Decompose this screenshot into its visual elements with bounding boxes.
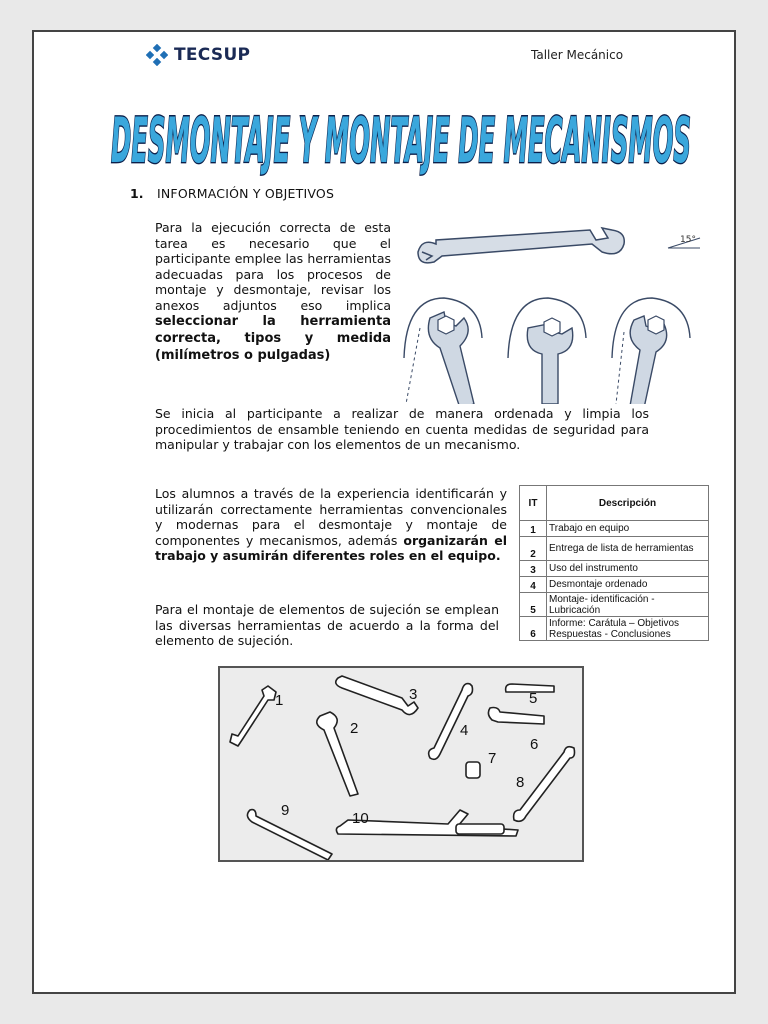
paragraph-objectives-bold: organizarán el trabajo y asumirán diferentes roles en el equipo. (155, 532, 507, 563)
logo-text: TECSUP (174, 45, 251, 65)
document-title (106, 94, 696, 178)
table-cell-it: 6 (520, 617, 547, 641)
table-cell-it: 5 (520, 593, 547, 617)
tool-label: 6 (530, 736, 539, 753)
paragraph-fasteners: Para el montaje de elementos de sujeción se emplean las diversas herramientas de acuerdo a la forma del elemento de sujeción. (155, 602, 499, 648)
wrench-angle-label: 15° (680, 235, 696, 245)
tool-label: 10 (352, 810, 369, 827)
table-cell-it: 3 (520, 561, 547, 577)
paragraph-intro (155, 220, 391, 364)
section-title: INFORMACIÓN Y OBJETIVOS (157, 186, 335, 201)
tool-label: 7 (488, 750, 497, 767)
table-cell-description: Uso del instrumento (547, 561, 709, 577)
tecsup-logo (146, 44, 250, 66)
document-page (32, 30, 736, 994)
paragraph-objectives (155, 486, 507, 564)
wrench-diagram (398, 208, 708, 404)
paragraph-objectives-text: Los alumnos a través de la experiencia identificarán y utilizarán correctamente herramientas convencionales y modernas para el desmontaje y montaje de componentes y mecanismos, además (155, 486, 507, 548)
document-title-text: DESMONTAJE Y MONTAJE DE MECANISMOS (111, 104, 692, 178)
table-cell-description: Trabajo en equipo (547, 521, 709, 537)
table-row (520, 521, 709, 537)
paragraph-intro-bold: seleccionar la herramienta correcta, tipos y medida (milímetros o pulgadas) (155, 314, 391, 363)
paragraph-intro-text: Para la ejecución correcta de esta tarea es necesario que el participante emplee las herramientas adecuadas para los procesos de montaje y desmontaje, revisar los anexos adjuntos eso implica (155, 220, 391, 313)
table-cell-it: 2 (520, 537, 547, 561)
tools-illustration (218, 666, 584, 862)
tool-label: 2 (350, 720, 359, 737)
table-row (520, 537, 709, 561)
table-row (520, 577, 709, 593)
tool-label: 4 (460, 722, 469, 739)
tool-label: 1 (275, 692, 284, 709)
tool-label: 9 (281, 802, 290, 819)
table-cell-it: 1 (520, 521, 547, 537)
table-row (520, 593, 709, 617)
table-cell-it: 4 (520, 577, 547, 593)
tool-label: 8 (516, 774, 525, 791)
tool-label: 5 (529, 690, 538, 707)
table-header-description: Descripción (547, 486, 709, 521)
activities-table (519, 485, 709, 641)
header-subject: Taller Mecánico (531, 48, 624, 62)
tool-label: 3 (409, 686, 418, 703)
paragraph-procedure: Se inicia al participante a realizar de manera ordenada y limpia los procedimientos de ensamble teniendo en cuenta medidas de seguridad para manipular y trabajar con los elementos de un mecanismo. (155, 406, 649, 452)
table-cell-description: Montaje- identificación - Lubricación (547, 593, 709, 617)
tecsup-logo-icon (146, 44, 168, 66)
table-header-it: IT (520, 486, 547, 521)
table-cell-description: Informe: Carátula – Objetivos Respuestas - Conclusiones (547, 617, 709, 641)
section-heading (130, 186, 334, 201)
table-row (520, 561, 709, 577)
table-cell-description: Desmontaje ordenado (547, 577, 709, 593)
open-end-wrench-illustration (418, 228, 624, 263)
section-number: 1. (130, 186, 144, 201)
table-row (520, 617, 709, 641)
table-cell-description: Entrega de lista de herramientas (547, 537, 709, 561)
